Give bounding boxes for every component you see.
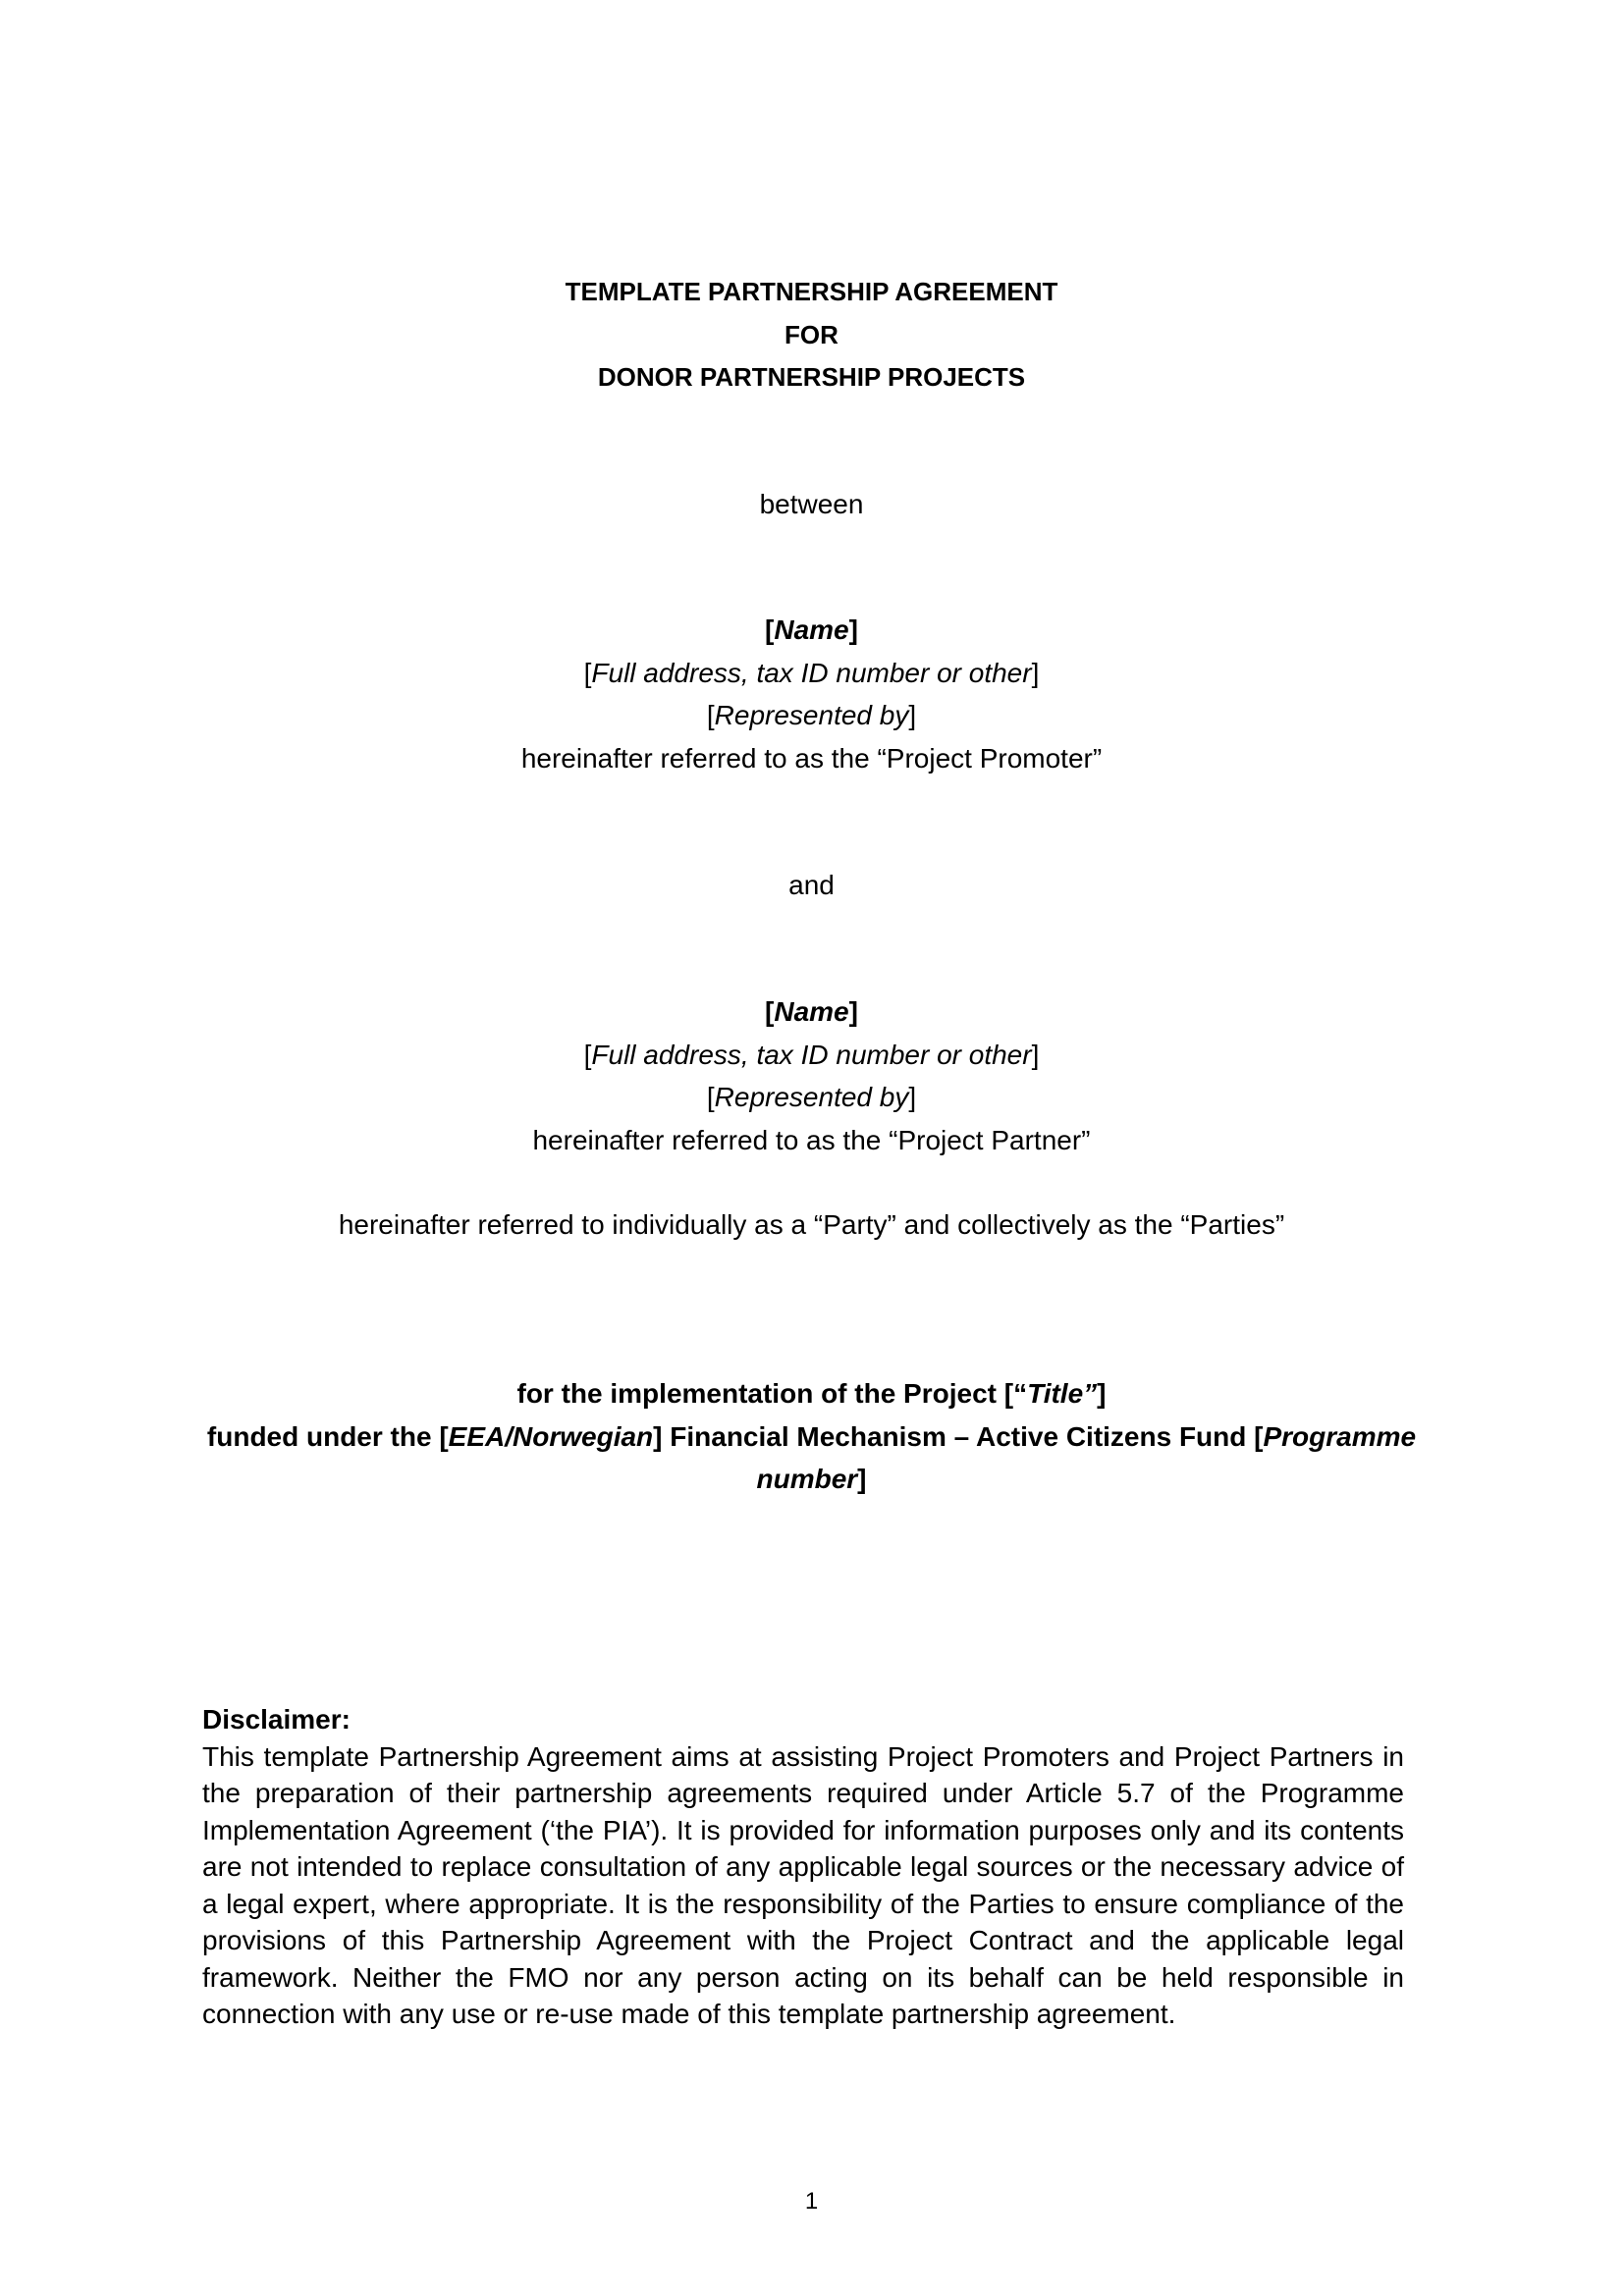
bracket: ] [848,996,858,1027]
partner-referred: hereinafter referred to as the “Project Partner” [532,1124,1091,1155]
bracket: [ [583,657,592,688]
disclaimer-heading: Disclaimer: [202,1704,351,1735]
disclaimer-body: This template Partnership Agreement aims at assisting Project Promoters and Project Partners in the preparation of their partnership agreements required under Article 5.7 of the Programme Implementation Agreement (‘the PIA’). It is provided for information purposes only and its contents are not intended to replace consultation of any applicable legal sources or the necessary advice of a legal expert, where appropriate. It is the responsibility of the Parties to ensure compliance of the provisions of this Partnership Agreement with the Project Contract and the applicable legal framework. Neither the FMO nor any person acting on its behalf can be held responsible in connection with any use or re-use made of this template partnership agreement. [202,1740,1404,2029]
promoter-represented [0,694,1623,737]
title-line-2: FOR [784,319,839,349]
partner-name-placeholder: Name [774,996,849,1027]
fund-name: ] Financial Mechanism – Active Citizens Fund [ [653,1420,1264,1452]
promoter-address-placeholder: Full address, tax ID number or other [591,657,1032,688]
implementation-line-1 [196,1372,1427,1415]
funded-prefix: funded under the [ [206,1420,449,1452]
page-number: 1 [804,2188,819,2215]
title-line-3: DONOR PARTNERSHIP PROJECTS [597,362,1026,392]
document-title [0,271,1623,400]
partner-represented [0,1076,1623,1119]
project-promoter-block [0,609,1623,779]
bracket: ] [848,614,858,645]
promoter-name [0,609,1623,652]
programme-number-placeholder: Programme number [756,1420,1417,1494]
disclaimer-section [202,1701,1404,2033]
bracket: [ [765,996,775,1027]
bracket: ] [908,1082,917,1112]
and-text: and [788,870,835,900]
title-line-1: TEMPLATE PARTNERSHIP AGREEMENT [565,277,1058,306]
bracket: ] [1097,1378,1107,1409]
project-partner-block [0,990,1623,1161]
promoter-address [0,652,1623,695]
bracket: [ [765,614,775,645]
partner-address [0,1034,1623,1077]
project-implementation-statement [196,1372,1427,1501]
promoter-represented-placeholder: Represented by [714,700,909,730]
parties-definition: hereinafter referred to individually as a “Party” and collectively as the “Parties” [338,1209,1285,1240]
partner-address-placeholder: Full address, tax ID number or other [591,1039,1032,1070]
promoter-referred: hereinafter referred to as the “Project Promoter” [520,742,1103,774]
bracket: [ [583,1039,592,1070]
between-text: between [759,489,864,519]
partner-represented-placeholder: Represented by [714,1082,909,1112]
implementation-prefix: for the implementation of the Project [“ [516,1378,1028,1409]
bracket: ] [857,1464,867,1494]
implementation-line-2 [207,1421,1416,1495]
bracket: ] [1031,1039,1040,1070]
bracket: [ [706,700,715,730]
partner-name [0,990,1623,1034]
bracket: ] [1031,657,1040,688]
bracket: ] [908,700,917,730]
promoter-name-placeholder: Name [774,614,849,645]
bracket: [ [706,1082,715,1112]
mechanism-placeholder: EEA/Norwegian [448,1420,654,1452]
project-title-placeholder: Title” [1027,1378,1098,1409]
